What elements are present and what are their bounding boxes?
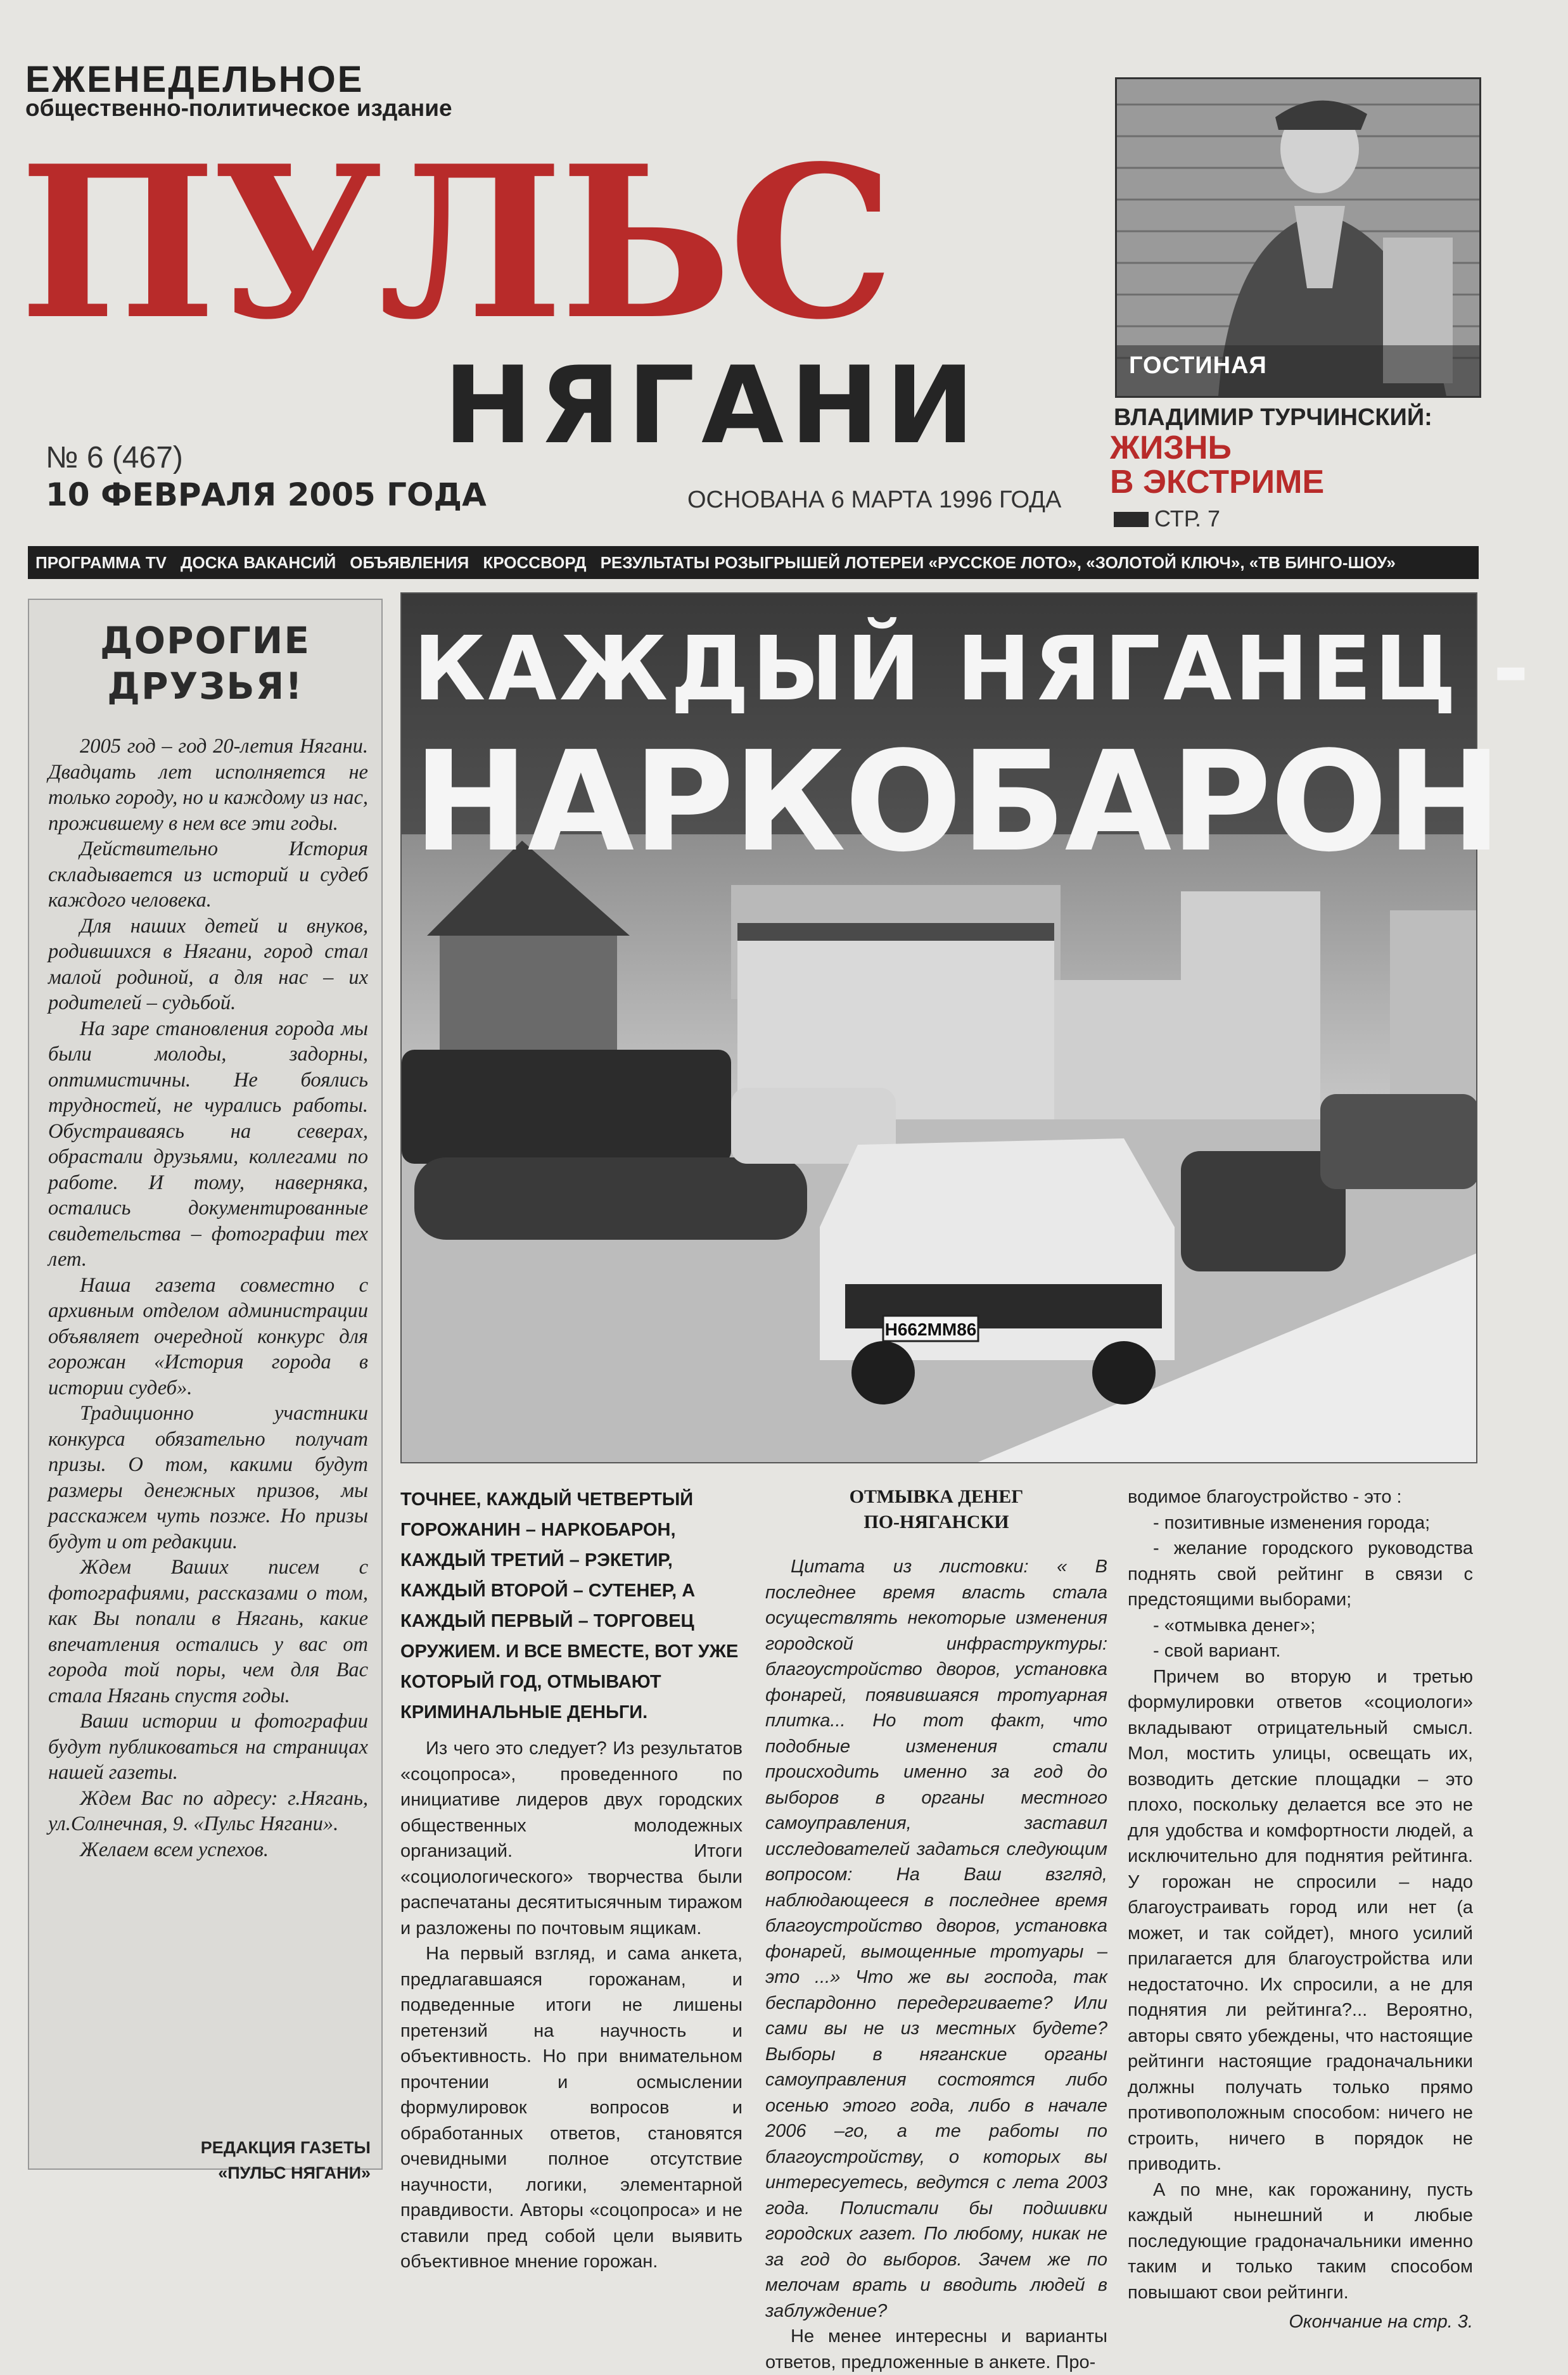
- letter-paragraph: Ждем Ваших писем с фотографиями, рассказами о том, как Вы попали в Нягань, какие впечатления остались у вас от города той поры, чем для Вас стала Нягань спустя годы.: [48, 1556, 368, 1707]
- signature-line2: «ПУЛЬС НЯГАНИ»: [218, 2163, 371, 2182]
- issue-number: № 6 (467): [46, 441, 183, 474]
- article-paragraph: Причем во вторую и третью формулировки ответов «социологи» вкладывают отрицательный смысл. Мол, мостить улицы, освещать их, возводить детские площадки – это плохо, поскольку делается все это не для удобства и комфортности людей, а исключительно для поднятия рейтинга. У горожан не спросили – надо благоустраивать город или нет (а может, и так сойдет), много усилий прилагается для благоустройства или недостаточно. Их спросили, а не для поднятия ли рейтинга?... Вероятно, авторы свято убеждены, что настоящие рейтинги настоящие градоначальники должны получать только прямо противоположным способом: ничего не строить, ничего в порядок не приводить.: [1128, 1666, 1473, 2174]
- teaser-headline[interactable]: [1110, 431, 1465, 499]
- subheading-line1: ОТМЫВКА ДЕНЕГ: [849, 1486, 1024, 1507]
- kicker-line2: общественно-политическое издание: [25, 95, 452, 121]
- newspaper-subtitle: НЯГАНИ: [443, 343, 981, 468]
- subheading-line2: ПО-НЯГАНСКИ: [864, 1512, 1009, 1532]
- teaser-page-ref: СТР. 7: [1154, 506, 1221, 532]
- main-headline-line2: НАРКОБАРОН: [413, 722, 1501, 882]
- letter-paragraph: Желаем всем успехов.: [80, 1838, 269, 1861]
- list-item: - позитивные изменения города;: [1153, 1512, 1431, 1533]
- article-column-2: [765, 1554, 1107, 2375]
- contents-item: ПРОГРАММА TV: [35, 552, 167, 572]
- kicker-line1: ЕЖЕНЕДЕЛЬНОЕ: [25, 59, 364, 100]
- article-column-3: [1128, 1484, 1473, 2335]
- list-item: - «отмывка денег»;: [1153, 1615, 1316, 1636]
- article-paragraph: Не менее интересны и варианты ответов, предложенные в анкете. Про-: [765, 2326, 1107, 2372]
- article-paragraph: А по мне, как горожанину, пусть каждый нынешний и любые последующие градоначальники именно таким и только таким способом повышают свои рейтинги.: [1128, 2179, 1473, 2303]
- contents-bar: [28, 546, 1479, 579]
- article-paragraph: Цитата из листовки: « В последнее время власть стала осуществлять некоторые изменения городской инфраструктуры: благоустройство дворов, установка фонарей, появившаяся тротуарная плитка... Но тот факт, что подобные изменения стали происходить именно за год до выборов в органы местного самоуправления, заставил исследователей задаться следующим вопросом: На Ваш взгляд, наблюдающееся в последнее время благоустройство дворов, установка фонарей, вымощенные тротуары – это ...» Что же вы господа, так беспардонно передергиваете? Или сами вы не из местных будете? Выборы в няганские органы самоуправления состоятся либо осенью этого года, либо в начале 2006 –го, а те работы по благоустройству, о которых вы интересуетесь, ведутся с лета 2003 года. Полистали бы подшивки городских газет. По любому, никак не за год до выборов. Зачем же по мелочам врать и вводить людей в заблуждение?: [765, 1557, 1107, 2321]
- continued-link[interactable]: Окончание на стр. 3.: [1289, 2312, 1473, 2332]
- newspaper-title: ПУЛЬС: [19, 120, 891, 366]
- page-marker-bar: [1114, 512, 1149, 527]
- man-portrait-image: [1117, 79, 1479, 396]
- teaser-photo: [1115, 77, 1481, 398]
- letter-paragraph: Для наших детей и внуков, родившихся в Нягани, город стал малой родиной, а для нас – их родителей – судьбой.: [48, 914, 368, 1014]
- teaser-name: ВЛАДИМИР ТУРЧИНСКИЙ:: [1114, 404, 1432, 431]
- issue-date: 10 ФЕВРАЛЯ 2005 ГОДА: [46, 476, 487, 513]
- founded-line: ОСНОВАНА 6 МАРТА 1996 ГОДА: [687, 487, 1062, 513]
- article-column-1: [400, 1736, 743, 2275]
- letter-paragraph: 2005 год – год 20-летия Нягани. Двадцать лет исполняется не только городу, но и каждому из нас, прожившему в нем все эти годы.: [48, 735, 368, 835]
- article-lead: ТОЧНЕЕ, КАЖДЫЙ ЧЕТВЕРТЫЙ ГОРОЖАНИН – НАРКОБАРОН, КАЖДЫЙ ТРЕТИЙ – РЭКЕТИР, КАЖДЫЙ ВТОРОЙ – СУТЕНЕР, А КАЖДЫЙ ПЕРВЫЙ – ТОРГОВЕЦ ОРУЖИЕМ. И ВСЕ ВМЕСТЕ, ВОТ УЖЕ КОТОРЫЙ ГОД, ОТМЫВАЮТ КРИМИНАЛЬНЫЕ ДЕНЬГИ.: [400, 1489, 739, 1722]
- letter-body: [48, 734, 368, 1862]
- letter-paragraph: Традиционно участники конкурса обязательно получат призы. О том, какими будут размеры денежных призов, мы расскажем чуть позже. Но призы будут и от редакции.: [48, 1402, 368, 1553]
- letter-heading-line2: ДРУЗЬЯ!: [107, 665, 303, 708]
- contents-item: КРОССВОРД: [483, 552, 587, 572]
- letter-heading: [28, 618, 383, 709]
- letter-paragraph: На заре становления города мы были молоды, задорны, оптимистичны. Не боялись трудностей, не чурались работы. Обустраиваясь на северах, обрастали друзьями, коллегами по работе. И тому, наверняка, остались документированные свидетельства – фотографии тех лет.: [48, 1017, 368, 1271]
- list-item: - желание городского руководства поднять свой рейтинг в связи с предстоящими выборами;: [1128, 1538, 1473, 1610]
- letter-heading-line1: ДОРОГИЕ: [100, 619, 310, 662]
- article-paragraph: Из чего это следует? Из результатов «соцопроса», проведенного по инициативе лидеров двух городских общественных молодежных организаций. Итоги «социологического» творчества были распечатаны десятитысячным тиражом и разложены по почтовым ящикам.: [400, 1738, 743, 1939]
- subheading: [765, 1484, 1107, 1535]
- license-plate: Н662ММ86: [884, 1320, 977, 1339]
- letter-signature: [127, 2135, 371, 2186]
- main-headline-line1: КАЖДЫЙ НЯГАНЕЦ -: [413, 618, 1532, 721]
- contents-item: ОБЪЯВЛЕНИЯ: [350, 552, 469, 572]
- list-item: - свой вариант.: [1153, 1641, 1281, 1661]
- teaser-section-label: ГОСТИНАЯ: [1129, 352, 1267, 379]
- teaser-headline-line2: В ЭКСТРИМЕ: [1110, 464, 1325, 500]
- letter-paragraph: Наша газета совместно с архивным отделом администрации объявляет очередной конкурс для горожан «История города в истории судеб».: [48, 1273, 368, 1399]
- article-paragraph: На первый взгляд, и сама анкета, предлагавшаяся горожанам, и подведенные итоги не лишены претензий на научность и объективность. Но при внимательном прочтении и осмыслении формулировок вопросов и обработанных ответов, становятся очевидными полное отсутствие научности, логики, элементарной правдивости. Авторы «соцопроса» и не ставили пред собой цели выявить объективное мнение горожан.: [400, 1944, 743, 2272]
- article-paragraph: водимое благоустройство - это :: [1128, 1487, 1402, 1507]
- teaser-headline-line1: ЖИЗНЬ: [1110, 430, 1232, 466]
- contents-item: РЕЗУЛЬТАТЫ РОЗЫГРЫШЕЙ ЛОТЕРЕИ «РУССКОЕ ЛОТО», «ЗОЛОТОЙ КЛЮЧ», «ТВ БИНГО-ШОУ»: [600, 552, 1396, 572]
- letter-paragraph: Ваши истории и фотографии будут публиковаться на страницах нашей газеты.: [48, 1710, 368, 1784]
- letter-paragraph: Действительно История складывается из историй и судеб каждого человека.: [48, 837, 368, 912]
- contents-item: ДОСКА ВАКАНСИЙ: [181, 552, 336, 572]
- letter-paragraph: Ждем Вас по адресу: г.Нягань, ул.Солнечная, 9. «Пульс Нягани».: [48, 1786, 368, 1835]
- signature-line1: РЕДАКЦИЯ ГАЗЕТЫ: [200, 2138, 371, 2157]
